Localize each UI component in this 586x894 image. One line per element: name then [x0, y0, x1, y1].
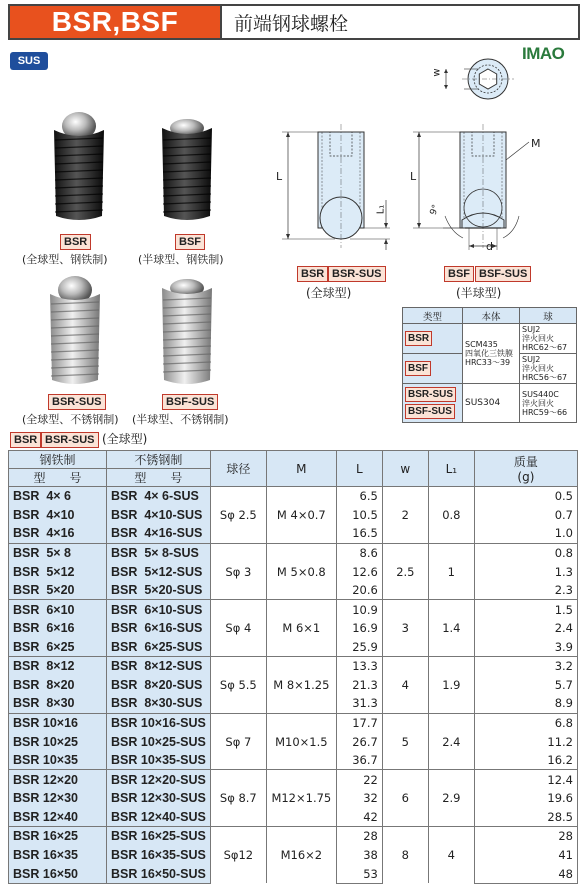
model-sus: BSR 10×16-SUS	[107, 713, 211, 732]
mass: 0.8	[474, 543, 577, 562]
length-L: 8.6	[336, 543, 382, 562]
col-M: M	[266, 451, 336, 487]
model-steel: BSR 10×35	[9, 751, 107, 770]
col-mass	[474, 451, 577, 487]
ball-diameter: Sφ12	[210, 827, 266, 884]
mat-header-type: 类型	[403, 308, 463, 324]
length-L: 22	[336, 770, 382, 789]
model-sus: BSR 8×12-SUS	[107, 657, 211, 676]
mass: 1.3	[474, 562, 577, 581]
length-L1: 2.4	[428, 713, 474, 770]
model-sus: BSR 6×25-SUS	[107, 638, 211, 657]
length-L: 32	[336, 789, 382, 808]
caption-bsf-sus: (半球型、不锈钢制)	[132, 413, 229, 426]
col-ball: 球径	[210, 451, 266, 487]
col-sus: 不锈钢制	[107, 451, 211, 469]
mat-ball-bsf: SUJ2 淬火回火 HRC56～67	[520, 354, 577, 384]
model-sus: BSR 16×35-SUS	[107, 845, 211, 864]
model-steel: BSR 12×20	[9, 770, 107, 789]
model-steel: BSR 12×30	[9, 789, 107, 808]
table-row	[9, 487, 578, 506]
length-L: 16.9	[336, 619, 382, 638]
thread-M: M 4×0.7	[266, 487, 336, 544]
model-steel: BSR 16×35	[9, 845, 107, 864]
dim-L-right: L	[410, 170, 417, 183]
tag-diag-bsf: BSF	[444, 266, 474, 282]
sus-badge: SUS	[10, 52, 48, 70]
length-L: 12.6	[336, 562, 382, 581]
mat-ball-bsr: SUJ2 淬火回火 HRC62～67	[520, 324, 577, 354]
tag-diag-bsf-sus: BSF-SUS	[475, 266, 531, 282]
length-L: 10.9	[336, 600, 382, 619]
dim-L-left: L	[276, 170, 283, 183]
length-L: 53	[336, 864, 382, 883]
model-sus: BSR 12×30-SUS	[107, 789, 211, 808]
length-L: 20.6	[336, 581, 382, 600]
width-w: 2	[382, 487, 428, 544]
mat-body-sus: SUS304	[463, 384, 520, 423]
length-L: 38	[336, 845, 382, 864]
dim-L1-left: L₁	[375, 204, 387, 215]
length-L: 25.9	[336, 638, 382, 657]
col-w: w	[382, 451, 428, 487]
ball-diameter: Sφ 7	[210, 713, 266, 770]
thread-M: M16×2	[266, 827, 336, 884]
dim-M: M	[531, 137, 541, 150]
thread-M: M 5×0.8	[266, 543, 336, 600]
model-sus: BSR 10×25-SUS	[107, 732, 211, 751]
dim-angle: 9°	[428, 203, 442, 217]
model-sus: BSR 4×16-SUS	[107, 524, 211, 543]
model-steel: BSR 12×40	[9, 808, 107, 827]
model-steel: BSR 10×16	[9, 713, 107, 732]
width-w: 2.5	[382, 543, 428, 600]
tag-diag-bsr: BSR	[297, 266, 328, 282]
ball-diameter: Sφ 2.5	[210, 487, 266, 544]
side-view-full-ball	[270, 120, 400, 260]
top-view-diagram	[428, 52, 528, 107]
mass: 5.7	[474, 675, 577, 694]
model-steel: BSR 8×30	[9, 694, 107, 713]
mass: 6.8	[474, 713, 577, 732]
length-L: 42	[336, 808, 382, 827]
thread-M: M10×1.5	[266, 713, 336, 770]
dim-w: w	[431, 68, 443, 77]
length-L: 21.3	[336, 675, 382, 694]
model-sus: BSR 8×20-SUS	[107, 675, 211, 694]
model-steel: BSR 5×20	[9, 581, 107, 600]
spec-table	[8, 450, 578, 884]
model-sus: BSR 5× 8-SUS	[107, 543, 211, 562]
model-steel: BSR 6×25	[9, 638, 107, 657]
mat-type-bsr: BSR	[405, 331, 432, 346]
mass: 19.6	[474, 789, 577, 808]
col-steel-sub: 型 号	[9, 469, 107, 487]
mat-header-ball: 球	[520, 308, 577, 324]
product-code: BSR,BSF	[10, 6, 220, 38]
model-steel: BSR 16×50	[9, 864, 107, 883]
length-L1: 1.9	[428, 657, 474, 714]
length-L1: 1.4	[428, 600, 474, 657]
model-sus: BSR 6×10-SUS	[107, 600, 211, 619]
model-sus: BSR 12×40-SUS	[107, 808, 211, 827]
width-w: 5	[382, 713, 428, 770]
tag-bsf: BSF	[175, 234, 205, 250]
model-steel: BSR 4×16	[9, 524, 107, 543]
model-steel: BSR 4× 6	[9, 487, 107, 506]
product-name: 前端钢球螺栓	[220, 6, 578, 38]
mass: 12.4	[474, 770, 577, 789]
ball-diameter: Sφ 5.5	[210, 657, 266, 714]
thread-M: M 6×1	[266, 600, 336, 657]
spec-table-body	[9, 487, 578, 884]
mat-type-bsr-sus: BSR-SUS	[405, 387, 456, 402]
caption-bsr: (全球型、钢铁制)	[22, 253, 108, 266]
photo-bsr	[44, 106, 114, 226]
model-steel: BSR 16×25	[9, 827, 107, 846]
mass: 2.3	[474, 581, 577, 600]
model-sus: BSR 5×12-SUS	[107, 562, 211, 581]
col-mass-label: 质量	[513, 455, 538, 469]
ball-diameter: Sφ 3	[210, 543, 266, 600]
mat-type-bsf-sus: BSF-SUS	[405, 404, 455, 419]
thread-M: M 8×1.25	[266, 657, 336, 714]
model-sus: BSR 4×10-SUS	[107, 505, 211, 524]
mass: 0.5	[474, 487, 577, 506]
model-sus: BSR 6×16-SUS	[107, 619, 211, 638]
length-L: 16.5	[336, 524, 382, 543]
model-steel: BSR 6×16	[9, 619, 107, 638]
length-L: 6.5	[336, 487, 382, 506]
length-L1: 0.8	[428, 487, 474, 544]
model-steel: BSR 6×10	[9, 600, 107, 619]
mass: 1.0	[474, 524, 577, 543]
length-L1: 1	[428, 543, 474, 600]
model-sus: BSR 16×50-SUS	[107, 864, 211, 883]
mat-ball-sus: SUS440C 淬火回火 HRC59～66	[520, 384, 577, 423]
width-w: 8	[382, 827, 428, 884]
ball-diameter: Sφ 4	[210, 600, 266, 657]
table-tag-bsr-sus: BSR-SUS	[41, 432, 99, 448]
mass: 16.2	[474, 751, 577, 770]
model-sus: BSR 5×20-SUS	[107, 581, 211, 600]
table-row	[9, 770, 578, 789]
col-mass-unit: (g)	[517, 470, 535, 484]
caption-diag-right: (半球型)	[456, 286, 502, 300]
table-heading-caption: (全球型)	[102, 432, 148, 446]
width-w: 3	[382, 600, 428, 657]
model-steel: BSR 10×25	[9, 732, 107, 751]
length-L: 17.7	[336, 713, 382, 732]
width-w: 6	[382, 770, 428, 827]
ball-diameter: Sφ 8.7	[210, 770, 266, 827]
model-steel: BSR 4×10	[9, 505, 107, 524]
photo-bsr-sus	[40, 270, 110, 390]
length-L1: 4	[428, 827, 474, 884]
length-L: 28	[336, 827, 382, 846]
model-sus: BSR 8×30-SUS	[107, 694, 211, 713]
table-row	[9, 827, 578, 846]
thread-M: M12×1.75	[266, 770, 336, 827]
mass: 8.9	[474, 694, 577, 713]
model-sus: BSR 16×25-SUS	[107, 827, 211, 846]
table-row	[9, 713, 578, 732]
mat-type-bsf: BSF	[405, 361, 431, 376]
model-steel: BSR 8×20	[9, 675, 107, 694]
width-w: 4	[382, 657, 428, 714]
model-steel: BSR 8×12	[9, 657, 107, 676]
model-steel: BSR 5×12	[9, 562, 107, 581]
material-table	[402, 307, 577, 423]
mass: 28.5	[474, 808, 577, 827]
col-L: L	[336, 451, 382, 487]
length-L: 26.7	[336, 732, 382, 751]
model-sus: BSR 12×20-SUS	[107, 770, 211, 789]
mass: 2.4	[474, 619, 577, 638]
dim-d: d	[486, 240, 493, 253]
length-L: 31.3	[336, 694, 382, 713]
mass: 0.7	[474, 505, 577, 524]
model-steel: BSR 5× 8	[9, 543, 107, 562]
col-steel: 钢铁制	[9, 451, 107, 469]
col-sus-sub: 型 号	[107, 469, 211, 487]
brand-logo: IMAO	[522, 44, 565, 63]
photo-bsf	[152, 110, 222, 226]
mass: 3.2	[474, 657, 577, 676]
tag-bsr-sus: BSR-SUS	[48, 394, 106, 410]
page-header	[8, 4, 580, 40]
table-row	[9, 600, 578, 619]
length-L: 10.5	[336, 505, 382, 524]
table-row	[9, 657, 578, 676]
tag-diag-bsr-sus: BSR-SUS	[328, 266, 386, 282]
caption-bsf: (半球型、钢铁制)	[138, 253, 224, 266]
model-sus: BSR 10×35-SUS	[107, 751, 211, 770]
table-row	[9, 543, 578, 562]
length-L: 36.7	[336, 751, 382, 770]
mat-body-steel: SCM435 四氧化三铁膜 HRC33～39	[463, 324, 520, 384]
tag-bsf-sus: BSF-SUS	[162, 394, 218, 410]
mass: 1.5	[474, 600, 577, 619]
length-L1: 2.9	[428, 770, 474, 827]
photo-bsf-sus	[152, 270, 222, 390]
col-L1: L₁	[428, 451, 474, 487]
mass: 11.2	[474, 732, 577, 751]
caption-diag-left: (全球型)	[306, 286, 352, 300]
mass: 3.9	[474, 638, 577, 657]
mass: 48	[474, 864, 577, 883]
mat-header-body: 本体	[463, 308, 520, 324]
length-L: 13.3	[336, 657, 382, 676]
model-sus: BSR 4× 6-SUS	[107, 487, 211, 506]
mass: 28	[474, 827, 577, 846]
tag-bsr: BSR	[60, 234, 91, 250]
mass: 41	[474, 845, 577, 864]
table-tag-bsr: BSR	[10, 432, 41, 448]
caption-bsr-sus: (全球型、不锈钢制)	[22, 413, 119, 426]
